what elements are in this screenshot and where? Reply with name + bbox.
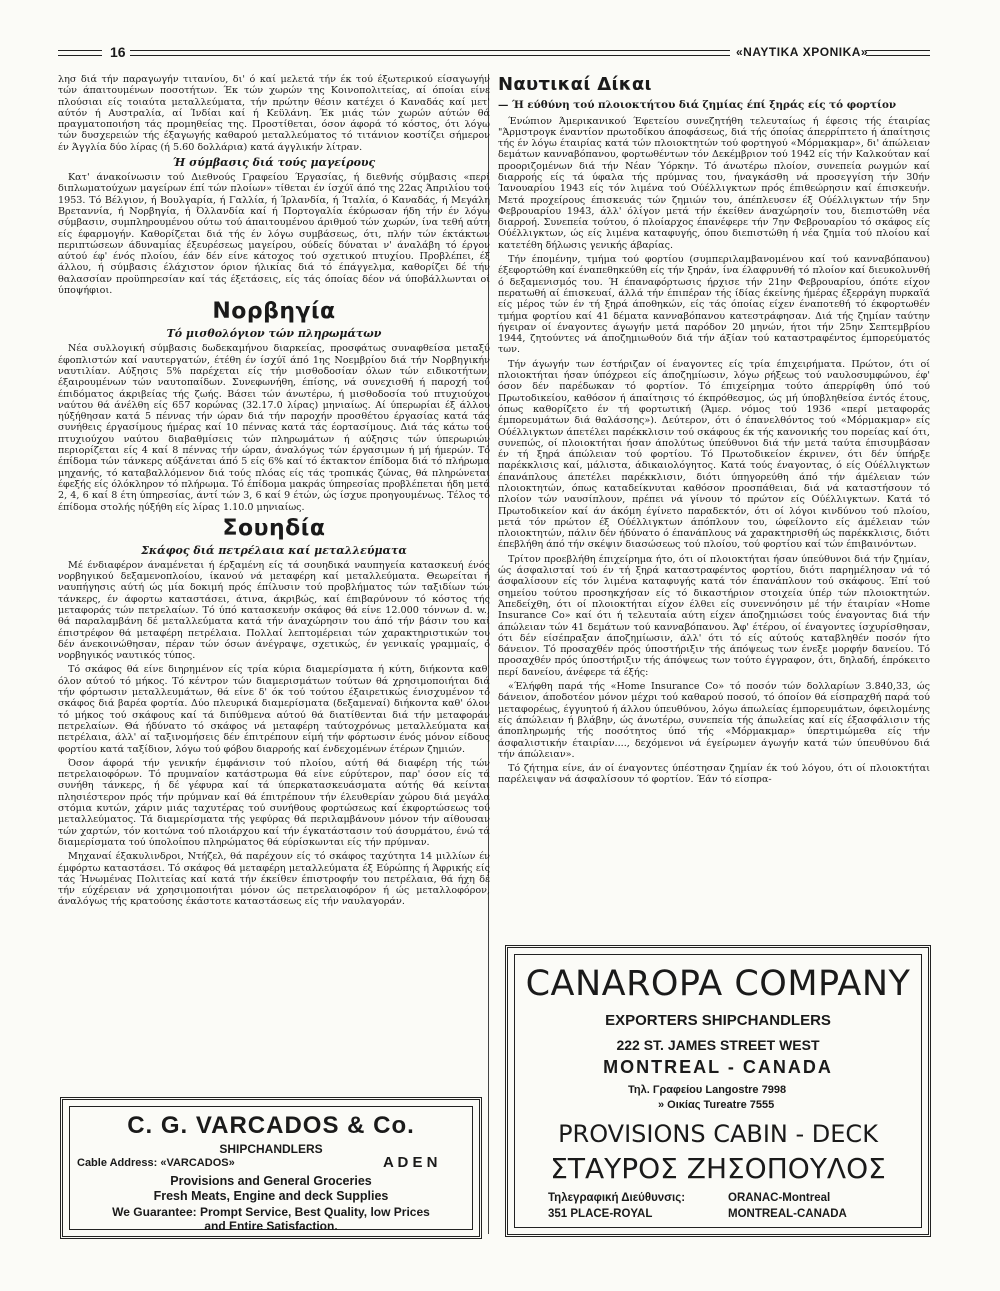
- canaropa-phone-home: » Οικίας Tureatre 7555: [658, 1099, 775, 1111]
- page-header: [58, 44, 930, 62]
- canaropa-telegraph-value: ORANAC-Montreal: [728, 1192, 831, 1204]
- case-paragraph: Τό ζήτημα είνε, άν οί έναγοντες ύπέστησαν ζημίαν έκ τού λόγου, ότι οί πλοιοκτήται παρέλειψαν νά άσφαλίσουν τό φορτίον. Έάν τό είσπρα-: [498, 763, 930, 786]
- canaropa-provisions: PROVISIONS CABIN - DECK: [558, 1120, 878, 1148]
- case-paragraph: Τρίτον προεβλήθη έπιχείρημα ήτο, ότι οί πλοιοκτήται ήσαν ύπεύθυνοι διά τήν ζημίαν, ώς άσφαλισταί τού έν τή ξηρά καταστραφέντος φορτίου, διότι παρημέλησαν νά τό άσφαλίσουν είς τόν λιμένα καταφυγής κατά τόν έπανάπλουν τού σκάφους. Έπί τού σημείου τούτου προσηκχήσαν είς τό δικαστήριον στοιχεία ύπέρ τών πλοιοκτητών. Άπεδείχθη, ότι οί πλοιοκτήται είχον έλθει είς συνεννόησιν μέ τήν έταιρίαν «Home Insurance Co» καί ότι ή τελευταία αύτη είχεν άποζημιώσει τούς έναγοντας διά τήν άπώλειαν τών 41 δεμάτων τού κανναβόπανου. Άφ' έτέρου, οί έναγοντες ίσχυρίσθησαν, ότι δέν είσέπραξαν άποζημίωσιν, άλλ' ότι τό είς αύτούς καταβληθέν ποσόν ήτο δάνειον. Τό προσαχθέν πρός ύποστήριξιν τής άπόψεως των ένεξε μορφήν δανείου. Τό προσαχθέν πρός ύποστήριξιν τής άπόψεως των τούτο έγγραφον, ότι, δηλαδή, έπρόκειτο περί δανείου, άνέφερε τά έξής:: [498, 553, 930, 678]
- sweden-subtitle: Σκάφος διά πετρέλαια καί μεταλλεύματα: [141, 543, 407, 557]
- varcados-cable-address: Cable Address: «VARCADOS»: [77, 1157, 235, 1169]
- norway-paragraph: Νέα συλλογική σύμβασις δωδεκαμήνου διαρκείας, προσφάτως συναφθείσα μεταξύ έφοπλιστών καί ναυτεργατών, έτέθη έν ίσχύϊ άπό 1ης Νοεμβρίου διά τήν Νορβηγικήν ναυτιλίαν. Αύξησις 5% παρέχεται είς τήν μισθοδοσίαν όλων τών ειδικοτήτων, έξαιρουμένων τών ναυτοπαίδων. Συνεφωνήθη, έπίσης, νά συνεχισθή ή παροχή τού έπιδόματος άκριβείας τής ζωής. Βάσει τών άνωτέρω, ή μισθοδοσία τού πτυχιούχου ναύτου θά άνέλθη είς 657 κορώνας (32.17.0 λίρας) μηνιαίως. Αί ύπερωρίαι έξ άλλου ηύξήθησαν κατά 5 πέννας τήν ώραν διά τήν παροχήν προσθέτου έργασίας κατά τάς συνήθεις έργασίμους ήμέρας καί 10 πέννας κατά τάς έορτασίμους. Διά τάς κάτω τού πτυχιούχου ναύτου διαβαθμίσεις τών πληρωμάτων ή αύξησις τών ύπερωριών περιορίζεται είς 4 καί 8 πέννας τήν ώραν, άναλόγως τών έργασιμων ή μή ήμερών. Τό έπίδομα τών τάνκερς αύξάνεται άπό 5 είς 6% καί τό έκτακτον έπίδομα διά τό πλήρωμα μηχανής, τό καταβαλλόμενον διά τούς πλόας είς τάς τροπικάς ζώνας, θά πληρώνεται έφεξής είς όλόκληρον τό πλήρωμα. Τό έπίδομα μακράς ύπηρεσίας προβλέπεται ήδη μετά 2, 4, 6 καί 8 έτη ύπηρεσίας, άντί τών 3, 6 καί 9 έτών, ώς ίσχυε προηγουμένως. Τέλος τό έπίδομα στολής ηύξήθη είς λίρας 1.10.0 μηνιαίως.: [58, 343, 490, 513]
- canaropa-telegraph-label: Τηλεγραφική Διεύθυνσις:: [548, 1192, 686, 1204]
- canaropa-owner: ΣΤΑΥΡΟΣ ΖΗΣΟΠΟΥΛΟΣ: [550, 1152, 886, 1185]
- canaropa-trade: EXPORTERS SHIPCHANDLERS: [605, 1012, 831, 1029]
- page-number: 16: [110, 44, 126, 60]
- canaropa-address-city: MONTREAL-CANADA: [728, 1208, 847, 1220]
- header-rule-middle: [130, 50, 730, 56]
- sweden-paragraph: Τό σκάφος θά είνε διηρημένον είς τρία κύρια διαμερίσματα ή κύτη, διήκοντα καθ' όλον αύτού τό μήκος. Τό κέντρον τών διαμερισμάτων τούτων θά χρησιμοποιήται διά τήν φόρτωσιν μεταλλευμάτων, θά είνε δ' όκ τού τούτου έξαιρετικώς ένισχυμένον τό σκάφος διά βαρέα φορτία. Δύο πλευρικά διαμερίσματα (δεξαμεναί) διήκοντα καθ' όλον τό μήκος τού σκάφους καί τά διπύθμενα αύτού θά διατίθενται διά τήν μεταφοράν πετρελαίων. Θά ήδύνατο τό σκάφος νά μεταφέρη ταύτοχρόνως μεταλλεύματα καί πετρέλαια, άλλ' αί ταξινομήσεις δέν έπιτρέπουν είμή τήν φόρτωσιν ένός μόνον είδους φορτίου κατά ταξίδιον, λόγω τού φόβου διαρροής καί ένδεχομένων έτέρων ζημιών.: [58, 664, 490, 755]
- varcados-advertisement: [60, 1097, 482, 1239]
- varcados-trade: SHIPCHANDLERS: [219, 1142, 323, 1156]
- canaropa-city: MONTREAL - CANADA: [603, 1057, 833, 1077]
- right-column: [498, 74, 930, 789]
- norway-title: Νορβηγία: [212, 299, 336, 325]
- canaropa-address: 351 PLACE-ROYAL: [548, 1208, 653, 1220]
- varcados-line-supplies: Fresh Meats, Engine and deck Supplies: [153, 1189, 389, 1203]
- section-title-maritime-trials: Ναυτικαί Δίκαι: [498, 74, 652, 95]
- left-column: [58, 74, 490, 911]
- canaropa-name: CANAROPA COMPANY: [525, 964, 911, 1004]
- sweden-paragraph: Μηχαναί έξακυλινδροι, Ντήζελ, θά παρέχουν είς τό σκάφος ταχύτητα 14 μιλλίων έν έμφόρτω καταστάσει. Τό σκάφος θά μεταφέρη μεταλλεύματα έξ Εύρώπης ή Άφρικής είς τάς Ήνωμένας Πολιτείας καί κατά τήν έκείθεν έπιστροφήν του πετρέλαια, θά ήχη δέ τήν εύχέρειαν νά χρησιμοποιήται μόνον ώς πετρελαιοφόρον ή ώς μεταλλοφόρον, άναλόγως τής κρατούσης έκάστοτε καταστάσεως είς τήν ναυλαγοράν.: [58, 851, 490, 908]
- case-paragraph: «Έλήφθη παρά τής «Home Insurance Co» τό ποσόν τών δολλαρίων 3.840,33, ώς δάνειον, άποδοτέον μόνον μέχρι τού καθαρού ποσού, τό όποίον θά είσπραχθή παρά τού μεταφορέως, έγγυητού ή άλλου ύπευθύνου, λόγω άπωλείας έμπορευμάτων, όφειλομένης είς άπώλειαν ή βλάβην, ώς άνωτέρω, συνεπεία τής άπωλείας καί είς έξασφάλισιν τής άποπληρωμής τής ποσότητος ύπό τής «Μόρμακμαρ» ύπερτιμώμεθα είς τήν άσφαλιστικήν έταιρίαν...., δεχόμενοι νά έγείρωμεν άγωγήν κατά τών ύπευθύνου διά τήν άπώλειαν».: [498, 681, 930, 760]
- titanium-paragraph: λησ διά τήν παραγωγήν τιτανίου, δι' ό καί μελετά τήν έκ τού έξωτερικού είσαγωγήν τών άπαιτουμένων ποσοτήτων. Έκ τών χωρών της Κοινοπολιτείας, αί όποίαι είνε πλούσιαι είς τοιαύτα μεταλλεύματα, τήν πρώτην θέσιν κατέχει ό Καναδάς καί μετ' αύτόν ή Αυστραλία, αί Ίνδίαι καί ή Κεϋλάνη. Έκ μιάς τών χωρών αύτών θά πραγματοποιήση τάς προμηθείας της. Προστίθεται, όσον άφορά τό κόστος, ότι λόγω τών δυσχερειών τής έξαγωγής καθαρού μεταλλεύματος τό τιτάνιον κοστίζει σήμερον έν Άγγλία δύο λίρας (ή 5.60 δολλάρια) κατά άγγλικήν λίτραν.: [58, 74, 490, 153]
- varcados-guarantee-2: and Entire Satisfaction.: [204, 1219, 338, 1233]
- sweden-paragraph: Όσον άφορά τήν γενικήν έμφάνισιν τού πλοίου, αύτή θά διαφέρη τής τών πετρελαιοφόρων. Τό πρυμναίον κατάστρωμα θά είνε εύρύτερον, παρ' όσον είς τά συνήθη τάνκερς, ή δέ γέφυρα καί τά ύπερκατασκευάσματα αύτής θά κείνται πλησιέστερον πρός τήν πρύμναν καί θά έπιτρέπουν τήν έλευθερίαν χώρου διά μεγάλα στόμια κυτών, χάριν μιάς ταχυτέρας τού συνήθους φορτώσεως καί έκφορτώσεως τού μεταλλεύματος. Τά διαμερίσματα τής γεφύρας θά περιλαμβάνουν μόνον τήν αίθουσαν τών χαρτών, τόν κοιτώνα τού πλοιάρχου καί τήν έγκατάστασιν τού άσυρμάτου, ένώ τά διαμερίσματα τού ύπολοίπου πληρώματος θά εύρίσκωνται είς τήν πρύμναν.: [58, 757, 490, 848]
- header-rule-right: [866, 50, 930, 56]
- norway-subtitle: Τό μισθολόγιον τών πληρωμάτων: [166, 327, 382, 341]
- case-paragraph: Τήν έπομένην, τμήμα τού φορτίου (συμπεριλαμβανομένου καί τού κανναβόπανου) έξεφορτώθη καί έναπεθηκεύθη είς τήν ξηράν, ίνα έλαφρυνθή τό πλοίον καί διευκολυνθή ό δεξαμενισμός του. Ή έπαναφόρτωσις ήρχισε τήν 21ην Φεβρουαρίου, όπότε είχον περατωθή αί έπισκευαί, άλλά τήν έπιπέραν τής ίδίας έκείνης ήμέρας έξερράγη πυρκαϊά είς μέρος τών έν τή ξηρά άποθηκών, είς τάς όποίας είχεν έναποτεθή τό έκφορτωθέν τμήμα φορτίου καί 41 δέματα κανναβόπανου κατεστράφησαν. Διά τής ζημίαν ταύτην ήγειραν οί έναγοντες άγωγήν μετά παρόδον 20 μηνών, ήτοι τήν 25ην Σεπτεμβρίου 1944, ζητούντες νά άποζημιωθούν διά τήν άξίαν τού καταστραφέντος έμπορεύματός των.: [498, 254, 930, 356]
- case-paragraph: Ένώπιον Άμερικανικού Έφετείου συνεζητήθη τελευταίως ή έφεσις τής έταιρίας "Άρμστρογκ έναντίον πρωτοδίκου άποφάσεως, διά τής όποίας άπερρίπτετο ή άπαίτησις τής έν λόγω έταιρίας κατά τών πλοιοκτητών τού φορτηγού «Μόρμακμαρ», δι' άπώλειαν δεμάτων κανναβόπανου, φορτωθέντων τόν Δεκέμβριον τού 1942 είς τήν Καλκούταν καί προοριζομένων διά τήν Νέαν Ύόρκην. Τό άνωτέρω πλοίον, συνεπεία ρωγμών καί διαρροής είς τά ύφαλα τής πρύμνας του, ήναγκάσθη νά προσεγγίση τήν 30ήν Ίανουαρίου 1943 είς τόν λιμένα τού Ούέλλιγκτων πρός έπιθεώρησιν καί έπισκευήν. Μετά προχείρους έπισκευάς τών ζημιών του, άπέπλευσεν έξ Ούέλλιγκτων τήν 5ην Φεβρουαρίου 1943, άλλ' όλίγον μετά τήν έκείθεν άναχώρησίν του, διεπιστώθη νέα διαρροή. Συνεπεία τούτου, ό πλοίαρχος έπανέφερε τήν 7ην Φεβρουαρίου τό σκάφος είς Ούέλλιγκτων, ώς είς λιμένα καταφυγής, όπου διεπιστώθη ή νέα ζημία τού πλοίου καί κατετέθη δήλωσις γενικής άβαρίας.: [498, 115, 930, 251]
- canaropa-phone-office: Τηλ. Γραφείου Langostre 7998: [628, 1084, 787, 1096]
- case-title: — Ή εύθύνη τού πλοιοκτήτου διά ζημίας έπί ξηράς είς τό φορτίον: [498, 99, 897, 111]
- varcados-line-provisions: Provisions and General Groceries: [170, 1174, 372, 1188]
- canaropa-advertisement: [505, 945, 931, 1237]
- canaropa-street: 222 ST. JAMES STREET WEST: [616, 1037, 820, 1053]
- header-rule-left: [58, 50, 102, 56]
- publication-title: «ΝΑΥΤΙΚΑ ΧΡΟΝΙΚΑ»: [736, 45, 869, 59]
- sweden-paragraph: Μέ ένδιαφέρον άναμένεται ή έρξαμένη είς τά σουηδικά ναυπηγεία κατασκευή ένός νορβηγικού δεξαμενοπλοίου, ίκανού νά μεταφέρη καί μεταλλεύματα. Θεωρείται ή ναυπήγησις αύτή ώς μία δοκιμή πρός έπίλυσιν τού προβλήματος τών ταξιδίων τών τάνκερς, έν άφορτω καταστάσει, άτινα, άκριβώς, καί έπιβαρύνουν τό κόστος τής μεταφοράς τών πετρελαίων. Τό ύπό κατασκευήν σκάφος θά είνε 12.000 τόννων d. w., θά παραλαμβάνη δέ μεταλλεύματα κατά τήν άναχώρησιν του άπό τήν βάσιν του καί έπιστρέφον θά μεταφέρη πετρέλαια. Πολλαί λεπτομέρειαι τών χαρακτηριστικών του δέν άνεκοινώθησαν, πέραν τών όσων άνέγραψε, σχετικώς, έν γενικαίς γραμμαίς, ό νορβηγικός ναυτικός τύπος.: [58, 559, 490, 662]
- case-paragraph: Τήν άγωγήν των έστήριζαν οί έναγοντες είς τρία έπιχειρήματα. Πρώτον, ότι οί πλοιοκτήται ήσαν ύπόχρεοι είς άποζημίωσιν, λόγω ρήξεως τού ναυλοσυμφώνου, έφ' όσον δέν παρέδωκαν τό φορτίον. Τό έπιχείρημα τούτο άπερρίφθη ύπό τού Πρωτοδικείου, καθόσον ή άπαίτησις τό έκπρόθεσμος, ώς μή ύποβληθείσα έντός έτους, όπως καθορίζετο έν τή φορτωτική (Άμερ. νόμος τού 1936 «περί μεταφοράς έμπορευμάτων διά θαλάσσης»). Δεύτερον, ότι ό έπανελθόντος τού «Μόρμακμαρ» είς Ούέλλιγκτων άπετέλει παρέκκλισιν τού σκάφους έκ τής κανονικής του πορείας καί ότι, συνεπώς, οί πλοιοκτήται ήσαν άπολύτως ύπεύθυνοι διά τήν μετά ταύτα έπισυμβάσαν έν τή ξηρά άπώλειαν τού φορτίου. Τό Πρωτοδικείον έκρινεν, ότι δέν ύπήρξε παρέκκλισις καί, μάλιστα, άδικαιολόγητος. Κατά τούς έναγοντας, ό είς Ούέλλιγκτων έπανάπλους άπετέλει παρέκκλισιν, διότι ύπηγορεύθη άπό τήν άμέλειαν τών πλοιοκτητών, όπως καταδείκνυται καθόσον προσπάθειαι, διά νά καταστήσουν τό πλοίον τών ναυσίπλουν, πρέπει νά γίνουν τό πρώτον είς Ούέλλιγκτων. Κατά τό Πρωτοδικείον καί άν άκόμη έγίνετο παραδεκτόν, ότι οί λόγοι κινδύνου τού πλοίου, μετά τόν πρώτον έξ Ούέλλιγκτων άπόπλουν του, ώφείλοντο είς άμέλειαν τών πλοιοκτητών, πάλιν δέν ήδύνατο ό έπανάπλους νά χαρακτηρισθή ώς παρέκκλισις, διότι έπεβλήθη άπό τήν σκέψιν διασώσεως τού πλοίου, τού φορτίου καί τών έπιβαινόντων.: [498, 358, 930, 551]
- varcados-name: C. G. VARCADOS & Co.: [127, 1112, 415, 1139]
- sweden-title: Σουηδία: [222, 515, 326, 541]
- varcados-guarantee: We Guarantee: Prompt Service, Best Quality, low Prices: [112, 1205, 430, 1219]
- cooks-paragraph: Κατ' άνακοίνωσιν τού Διεθνούς Γραφείου Έργασίας, ή διεθνής σύμβασις «περί διπλωματούχων μαγείρων έπί τών πλοίων» τίθεται έν ίσχύϊ άπό της 22ας Άπριλίου τού 1953. Τό Βέλγιον, ή Βουλγαρία, ή Γαλλία, ή Ίρλανδία, ή Ίταλία, ό Καναδάς, ή Μεγάλη Βρεταννία, ή Νορβηγία, ή Όλλανδία καί ή Πορτογαλία έκύρωσαν ήδη τήν έν λόγω σύμβασιν, συμπληρουμένου ούτω τού άπαιτουμένου άριθμού τών χωρών, ίνα τεθή αύτη είς έφαρμογήν. Καθορίζεται διά τής έν λόγω συμβάσεως, ότι, πλήν τών έκτάκτων περιπτώσεων άδυναμίας έξευρέσεως μαγείρου, ούδείς δύναται ν' άναλάβη τό έργον αύτού έφ' ένός πλοίου, έάν δέν είνε κάτοχος τού σχετικού πτυχίου. Προβλέπει, έξ άλλου, ή σύμβασις έλάχιστον όριον ήλικίας διά τό έπάγγελμα, καθορίζει δέ τήν θαλασσίαν προϋπηρεσίαν καί τάς έξετάσεις, είς τάς όποίας δέον νά ύποβάλλωνται οί ύποψήφιοι.: [58, 172, 490, 297]
- varcados-city: A D E N: [383, 1154, 438, 1171]
- cooks-heading: Ή σύμβασις διά τούς μαγείρους: [172, 156, 376, 170]
